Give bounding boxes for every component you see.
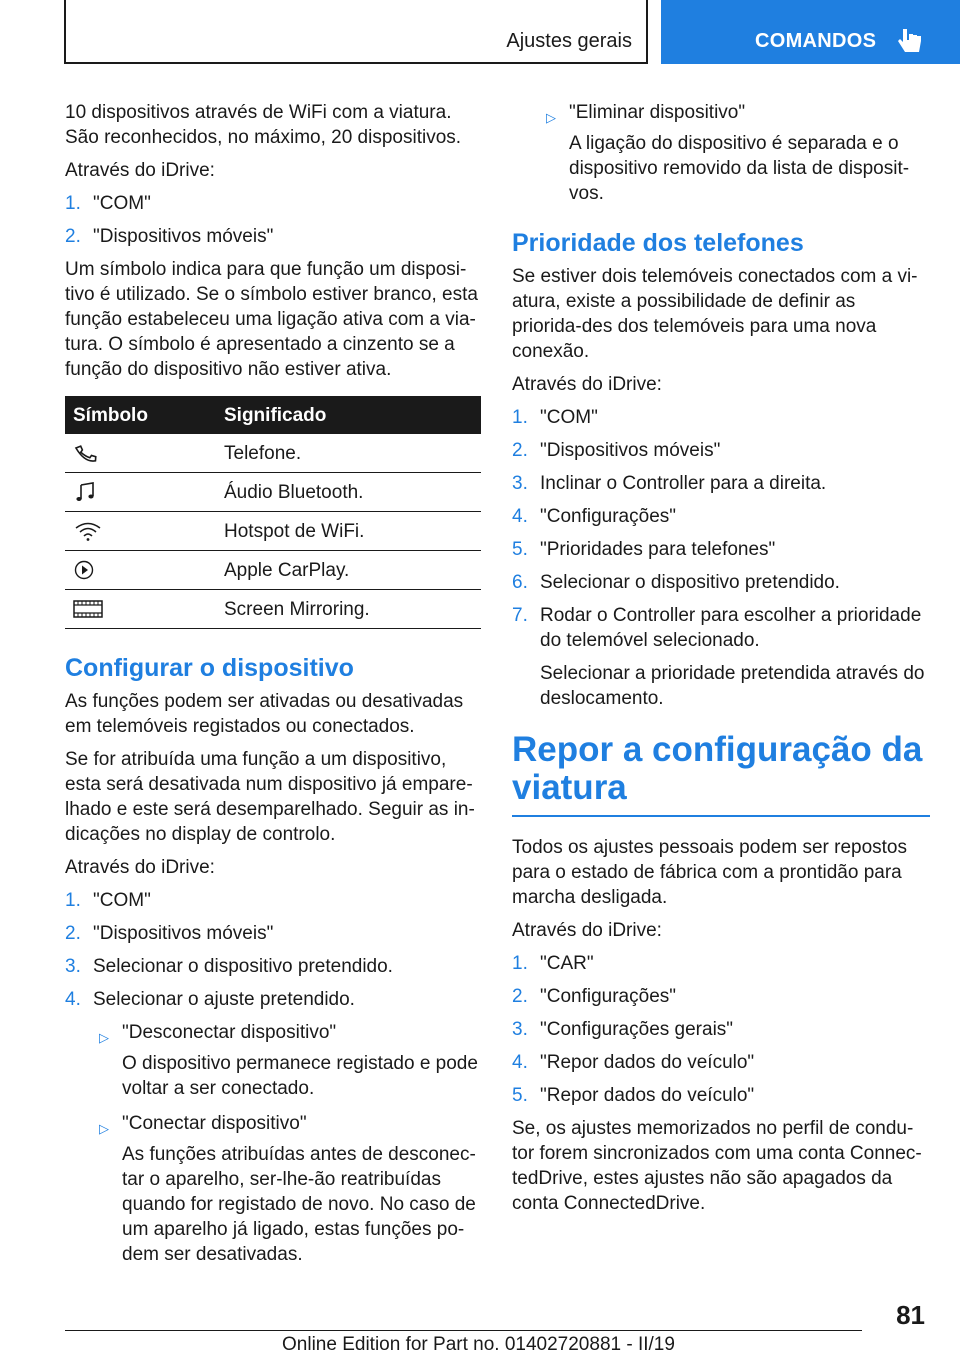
list-number: 6. xyxy=(512,572,528,593)
list-number: 1. xyxy=(512,407,528,428)
list-number: 1. xyxy=(512,953,528,974)
list-number: 3. xyxy=(65,956,81,977)
list-text: "Repor dados do veículo" xyxy=(540,1085,755,1106)
list-text: Selecionar o ajuste pretendido. xyxy=(93,989,355,1010)
list-number: 5. xyxy=(512,539,528,560)
table-row xyxy=(65,473,481,512)
table-header-row xyxy=(65,396,481,434)
list-text: "Prioridades para telefones" xyxy=(540,539,776,560)
section-title: Ajustes gerais xyxy=(506,30,632,52)
header-section-box xyxy=(64,0,648,64)
table-cell-meaning: Screen Mirroring. xyxy=(216,590,481,629)
screen-mirroring-icon xyxy=(73,598,103,620)
list-text: "Repor dados do veículo" xyxy=(540,1052,755,1073)
table-header-symbol: Símbolo xyxy=(65,396,216,434)
play-circle-icon xyxy=(73,559,103,581)
list-text: "Configurações" xyxy=(540,506,677,527)
hand-pointer-icon xyxy=(897,26,923,56)
list-item xyxy=(512,438,930,463)
list-item xyxy=(65,191,481,216)
chapter-tab-label: COMANDOS xyxy=(755,30,877,52)
list-item xyxy=(65,888,481,913)
symbol-paragraph: Um símbolo indica para que função um disposi-tivo é utilizado. Se o símbolo estiver branco, esta função estabeleceu uma ligação ativa com a via-tura. O símbolo é apresentado a cinzento se a função do dispositivo não estiver ativa. xyxy=(65,259,478,380)
sub-list-item xyxy=(65,1020,481,1045)
list-text: "Configurações" xyxy=(540,986,677,1007)
list-number: 7. xyxy=(512,605,528,626)
reset-paragraph: Todos os ajustes pessoais podem ser repostos para o estado de fábrica com a prontidão para marcha desligada. xyxy=(512,837,907,908)
table-row xyxy=(65,590,481,629)
list-number: 1. xyxy=(65,193,81,214)
list-text: "COM" xyxy=(540,407,598,428)
list-text: "Dispositivos móveis" xyxy=(93,923,274,944)
wifi-icon xyxy=(73,520,103,542)
table-cell-meaning: Hotspot de WiFi. xyxy=(216,512,481,551)
table-row xyxy=(65,434,481,473)
list-text: "CAR" xyxy=(540,953,594,974)
list-item xyxy=(65,224,481,249)
footer-edition: Online Edition for Part no. 01402720881 - II/19 xyxy=(282,1334,675,1355)
music-note-icon xyxy=(73,481,103,503)
sub-item-description: As funções atribuídas antes de desconec-tar o aparelho, ser-lhe-ão reatribuídas quando for registado de novo. No caso de um aparelho já ligado, estas funções po-dem ser desativadas. xyxy=(122,1144,476,1265)
list-item xyxy=(512,984,930,1009)
list-text: "Configurações gerais" xyxy=(540,1019,734,1040)
list-item xyxy=(512,504,930,529)
sub-item-description: A ligação do dispositivo é separada e o dispositivo removido da lista de disposit-vos. xyxy=(569,133,910,204)
config-paragraph-1: As funções podem ser ativadas ou desativadas em telemóveis registados ou conectados. xyxy=(65,691,464,737)
sub-item-title: "Conectar dispositivo" xyxy=(122,1113,307,1134)
left-column xyxy=(65,100,481,1277)
symbol-table xyxy=(65,396,481,629)
sub-list-item xyxy=(512,100,930,125)
list-number: 4. xyxy=(512,506,528,527)
chapter-tab xyxy=(661,0,960,64)
intro-paragraph: 10 dispositivos através de WiFi com a viatura. São reconhecidos, no máximo, 20 dispositivos. xyxy=(65,102,462,148)
list-item xyxy=(512,603,930,653)
phone-icon xyxy=(73,442,103,464)
triangle-bullet-icon: ▷ xyxy=(99,1030,109,1045)
list-text: "COM" xyxy=(93,890,151,911)
table-row xyxy=(65,512,481,551)
idrive-label: Através do iDrive: xyxy=(65,160,215,181)
list-item xyxy=(65,921,481,946)
list-number: 4. xyxy=(65,989,81,1010)
list-item xyxy=(512,405,930,430)
config-paragraph-2: Se for atribuída uma função a um dispositivo, esta será desativada num dispositivo já empare-lhado e este será desemparelhado. Seguir as in-dicações no display de controlo. xyxy=(65,749,475,845)
table-cell-meaning: Apple CarPlay. xyxy=(216,551,481,590)
list-number: 3. xyxy=(512,473,528,494)
list-item xyxy=(512,537,930,562)
footer-divider xyxy=(65,1330,862,1331)
table-cell-meaning: Áudio Bluetooth. xyxy=(216,473,481,512)
list-number: 2. xyxy=(65,923,81,944)
list-item xyxy=(512,1050,930,1075)
list-number: 2. xyxy=(512,440,528,461)
list-text: "Dispositivos móveis" xyxy=(93,226,274,247)
list-item xyxy=(512,570,930,595)
sub-item-title: "Desconectar dispositivo" xyxy=(122,1022,337,1043)
page-number: 81 xyxy=(896,1300,925,1330)
idrive-label: Através do iDrive: xyxy=(512,374,662,395)
list-text: "Dispositivos móveis" xyxy=(540,440,721,461)
heading-configure-device: Configurar o dispositivo xyxy=(65,654,354,682)
list-number: 5. xyxy=(512,1085,528,1106)
priority-paragraph: Se estiver dois telemóveis conectados com a vi-atura, existe a possibilidade de definir as priorida-des dos telemóveis para uma nova conexão. xyxy=(512,266,918,362)
triangle-bullet-icon: ▷ xyxy=(99,1121,109,1136)
list-continuation: Selecionar a prioridade pretendida através do deslocamento. xyxy=(540,663,925,709)
sub-item-title: "Eliminar dispositivo" xyxy=(569,102,746,123)
sub-list-item xyxy=(65,1111,481,1136)
list-number: 3. xyxy=(512,1019,528,1040)
list-item xyxy=(512,951,930,976)
idrive-label: Através do iDrive: xyxy=(65,857,215,878)
heading-phone-priority: Prioridade dos telefones xyxy=(512,229,804,257)
list-text: Rodar o Controller para escolher a prioridade do telemóvel selecionado. xyxy=(540,605,922,651)
list-number: 2. xyxy=(65,226,81,247)
table-header-meaning: Significado xyxy=(216,396,481,434)
list-item xyxy=(65,954,481,979)
right-column xyxy=(512,100,930,1224)
table-cell-meaning: Telefone. xyxy=(216,434,481,473)
list-item xyxy=(512,471,930,496)
idrive-label: Através do iDrive: xyxy=(512,920,662,941)
list-text: "COM" xyxy=(93,193,151,214)
final-paragraph: Se, os ajustes memorizados no perfil de condu-tor forem sincronizados com uma conta Connec-tedDrive, estes ajustes não são apagados da conta ConnectedDrive. xyxy=(512,1118,922,1214)
list-text: Inclinar o Controller para a direita. xyxy=(540,473,827,494)
list-item xyxy=(512,1017,930,1042)
table-row xyxy=(65,551,481,590)
list-text: Selecionar o dispositivo pretendido. xyxy=(540,572,840,593)
heading-reset-vehicle: Repor a configuração da viatura xyxy=(512,731,930,817)
list-number: 2. xyxy=(512,986,528,1007)
triangle-bullet-icon: ▷ xyxy=(546,110,556,125)
list-number: 4. xyxy=(512,1052,528,1073)
list-number: 1. xyxy=(65,890,81,911)
list-text: Selecionar o dispositivo pretendido. xyxy=(93,956,393,977)
list-item xyxy=(512,1083,930,1108)
sub-item-description: O dispositivo permanece registado e pode voltar a ser conectado. xyxy=(122,1053,478,1099)
list-item xyxy=(65,987,481,1012)
